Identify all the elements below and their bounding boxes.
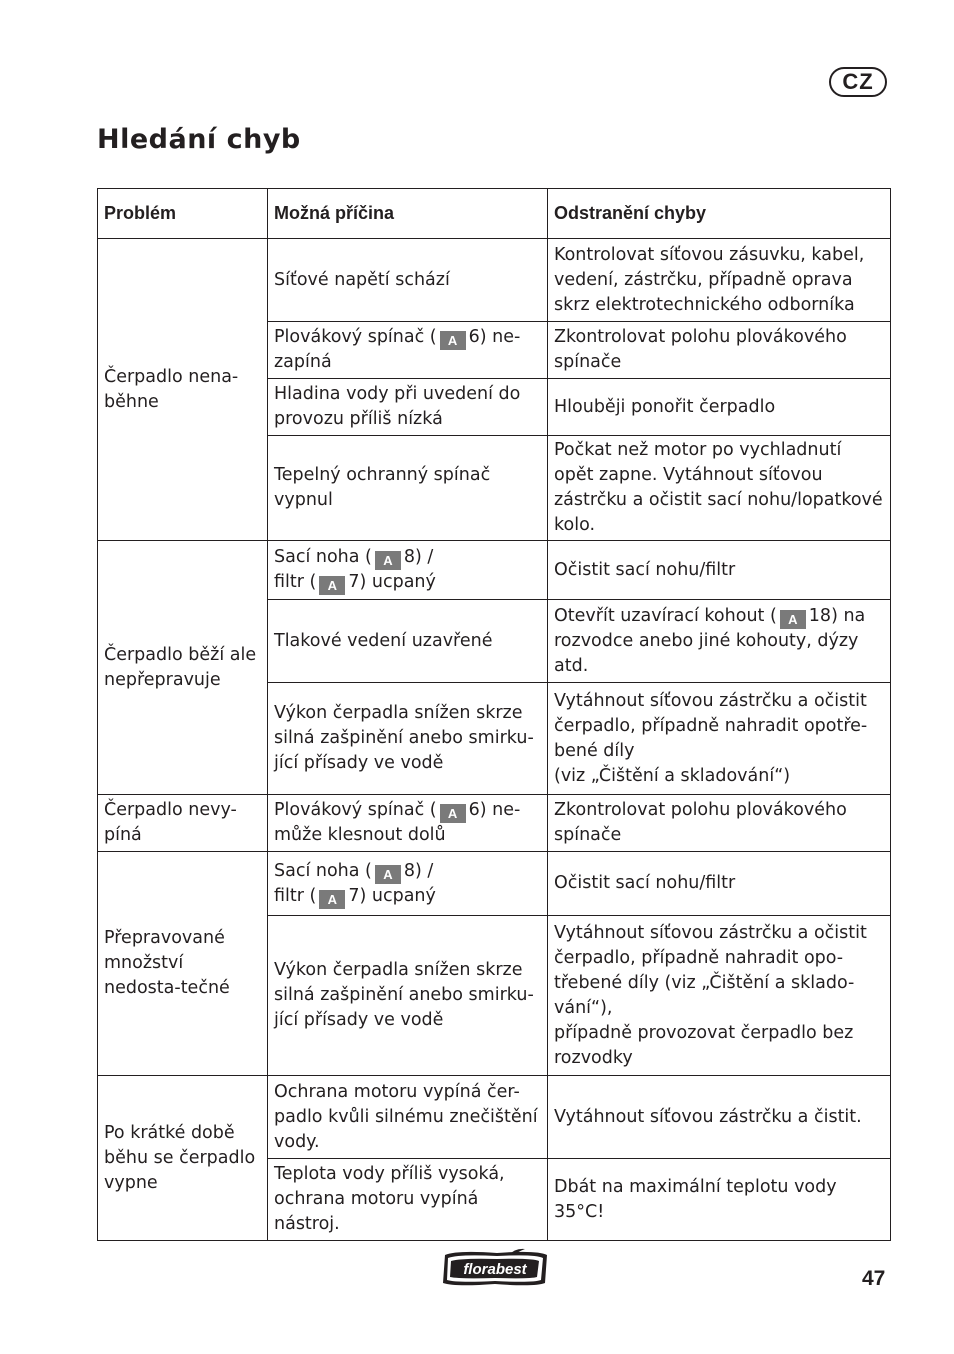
figure-a-badge: A xyxy=(319,576,345,595)
page-number: 47 xyxy=(862,1267,886,1290)
troubleshooting-table xyxy=(97,188,891,1241)
figure-a-badge: A xyxy=(440,804,466,823)
cause-cell: Hladina vody při uvedení do provozu příliš nízká xyxy=(268,379,548,436)
cause-cell: Teplota vody příliš vysoká, ochrana motoru vypíná nástroj. xyxy=(268,1159,548,1241)
remedy-cell: Zkontrolovat polohu plovákového spínače xyxy=(548,322,891,379)
remedy-cell: Vytáhnout síťovou zástrčku a očistit čerpadlo, případně nahradit opo-třebené díly (viz „Čištění a sklado-vání“), případně provozovat čerpadlo bez rozvodky xyxy=(548,916,891,1076)
figure-a-badge: A xyxy=(375,865,401,884)
cause-cell: Výkon čerpadla snížen skrze silná zašpinění anebo smirku-jící přísady ve vodě xyxy=(268,683,548,795)
table-header-row xyxy=(98,189,891,239)
remedy-cell: Očistit sací nohu/filtr xyxy=(548,541,891,600)
header-problem: Problém xyxy=(98,189,268,239)
figure-a-badge: A xyxy=(780,610,806,629)
problem-cell: Čerpadlo nena-běhne xyxy=(98,239,268,541)
cause-cell: Plovákový spínač ( A 6) ne-zapíná xyxy=(268,322,548,379)
problem-cell: Čerpadlo běží ale nepřepravuje xyxy=(98,541,268,795)
remedy-cell: Kontrolovat síťovou zásuvku, kabel, vedení, zástrčku, případně oprava skrz elektrotechnického odborníka xyxy=(548,239,891,322)
language-badge: CZ xyxy=(829,67,887,97)
table-row xyxy=(98,1076,891,1159)
table-row xyxy=(98,541,891,600)
cause-cell: Síťové napětí schází xyxy=(268,239,548,322)
remedy-cell: Vytáhnout síťovou zástrčku a čistit. xyxy=(548,1076,891,1159)
table-row xyxy=(98,239,891,322)
cause-cell: Plovákový spínač ( A 6) ne-může klesnout dolů xyxy=(268,795,548,852)
table-row xyxy=(98,852,891,916)
florabest-logo xyxy=(437,1247,553,1289)
remedy-cell: Hlouběji ponořit čerpadlo xyxy=(548,379,891,436)
table-row xyxy=(98,795,891,852)
figure-a-badge: A xyxy=(319,890,345,909)
header-remedy: Odstranění chyby xyxy=(548,189,891,239)
cause-cell: Tepelný ochranný spínač vypnul xyxy=(268,436,548,541)
cause-cell: Ochrana motoru vypíná čer-padlo kvůli silnému znečištění vody. xyxy=(268,1076,548,1159)
remedy-cell: Vytáhnout síťovou zástrčku a očistit čerpadlo, případně nahradit opotře-bené díly (viz „Čištění a skladování“) xyxy=(548,683,891,795)
problem-cell: Čerpadlo nevy-píná xyxy=(98,795,268,852)
cause-cell: Výkon čerpadla snížen skrze silná zašpinění anebo smirku-jící přísady ve vodě xyxy=(268,916,548,1076)
remedy-cell: Očistit sací nohu/filtr xyxy=(548,852,891,916)
figure-a-badge: A xyxy=(440,331,466,350)
remedy-cell: Dbát na maximální teplotu vody 35°C! xyxy=(548,1159,891,1241)
problem-cell: Přepravované množství nedosta-tečné xyxy=(98,852,268,1076)
remedy-cell: Otevřít uzavírací kohout ( A 18) na rozvodce anebo jiné kohouty, dýzy atd. xyxy=(548,600,891,683)
cause-cell: Sací noha ( A 8) / filtr ( A 7) ucpaný xyxy=(268,541,548,600)
page-title: Hledání chyb xyxy=(97,124,301,155)
problem-cell: Po krátké době běhu se čerpadlo vypne xyxy=(98,1076,268,1241)
remedy-cell: Počkat než motor po vychladnutí opět zapne. Vytáhnout síťovou zástrčku a očistit sací nohu/lopatkové kolo. xyxy=(548,436,891,541)
remedy-cell: Zkontrolovat polohu plovákového spínače xyxy=(548,795,891,852)
header-cause: Možná příčina xyxy=(268,189,548,239)
figure-a-badge: A xyxy=(375,551,401,570)
svg-text:florabest: florabest xyxy=(463,1261,527,1278)
cause-cell: Sací noha ( A 8) / filtr ( A 7) ucpaný xyxy=(268,852,548,916)
cause-cell: Tlakové vedení uzavřené xyxy=(268,600,548,683)
